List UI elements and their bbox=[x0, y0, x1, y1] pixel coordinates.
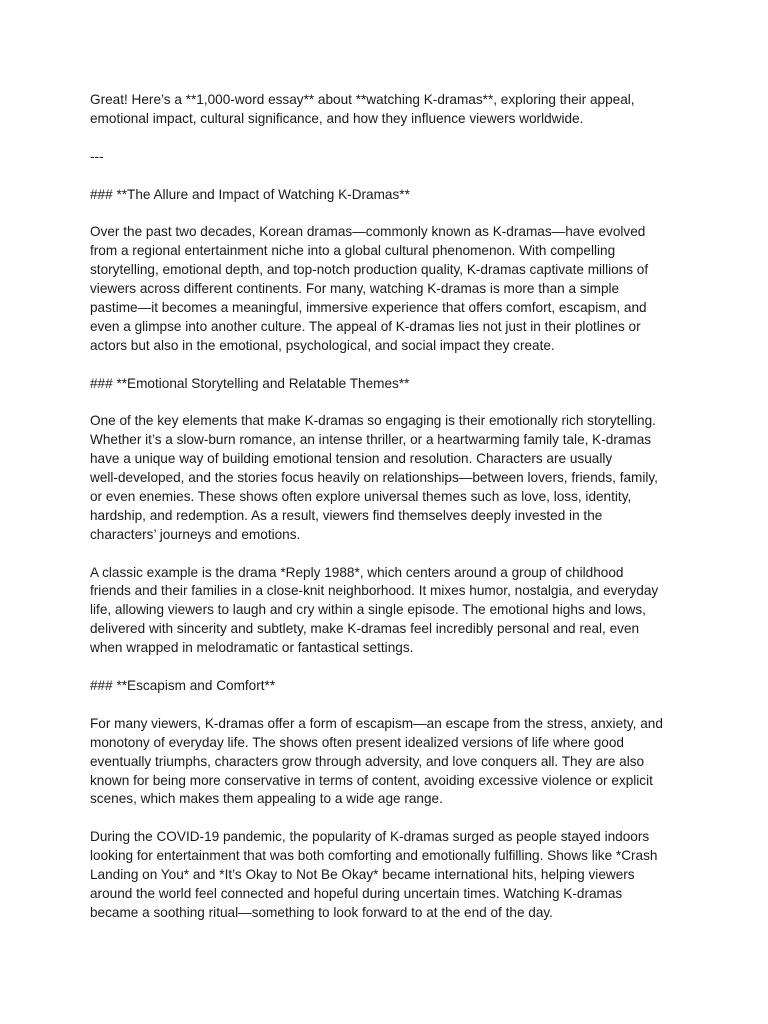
body-paragraph: For many viewers, K-dramas offer a form of escapism—an escape from the stress, anxiety, and monotony of everyday life. The shows often present idealized versions of life where good eventually triumphs, characters grow through adversity, and love conquers all. They are also known for being more conservative in terms of content, avoiding excessive violence or explicit scenes, which makes them appealing to a wide age range. bbox=[90, 715, 663, 807]
intro-paragraph: Great! Here’s a **1,000-word essay** about **watching K-dramas**, exploring their appeal, emotional impact, cultural significance, and how they influence viewers worldwide. bbox=[90, 92, 635, 126]
body-paragraph: During the COVID-19 pandemic, the popularity of K-dramas surged as people stayed indoors looking for entertainment that was both comforting and emotionally fulfilling. Shows like *Crash Landing on You* and *It’s Okay to Not Be Okay* became international hits, helping viewers around the world feel connected and hopeful during uncertain times. Watching K-dramas became a soothing ritual—something to look forward to at the end of the day. bbox=[90, 829, 658, 920]
body-paragraph: A classic example is the drama *Reply 1988*, which centers around a group of childhood friends and their families in a close-knit neighborhood. It mixes humor, nostalgia, and everyday life, allowing viewers to laugh and cry within a single episode. The emotional highs and lows, delivered with sincerity and subtlety, make K-dramas feel incredibly personal and real, even when wrapped in melodramatic or fantastical settings. bbox=[90, 564, 659, 656]
section-heading: ### **Emotional Storytelling and Relatable Themes** bbox=[90, 375, 410, 391]
separator-line: --- bbox=[90, 148, 104, 164]
section-heading: ### **Escapism and Comfort** bbox=[90, 677, 276, 693]
document-page bbox=[90, 91, 690, 942]
body-paragraph: Over the past two decades, Korean dramas—commonly known as K-dramas—have evolved from a regional entertainment niche into a global cultural phenomenon. With compelling storytelling, emotional depth, and top-notch production quality, K-dramas captivate millions of viewers across different continents. For many, watching K-dramas is more than a simple pastime—it becomes a meaningful, immersive experience that offers comfort, escapism, and even a glimpse into another culture. The appeal of K-dramas lies not just in their plotlines or actors but also in the emotional, psychological, and social impact they create. bbox=[90, 224, 649, 353]
body-paragraph: One of the key elements that make K-dramas so engaging is their emotionally rich storytelling. Whether it’s a slow-burn romance, an intense thriller, or a heartwarming family tale, K-dramas have a unique way of building emotional tension and resolution. Characters are usually well-developed, and the stories focus heavily on relationships—between lovers, friends, family, or even enemies. These shows often explore universal themes such as love, loss, identity, hardship, and redemption. As a result, viewers find themselves deeply invested in the characters’ journeys and emotions. bbox=[90, 413, 658, 542]
essay-title-heading: ### **The Allure and Impact of Watching K-Dramas** bbox=[90, 186, 410, 202]
